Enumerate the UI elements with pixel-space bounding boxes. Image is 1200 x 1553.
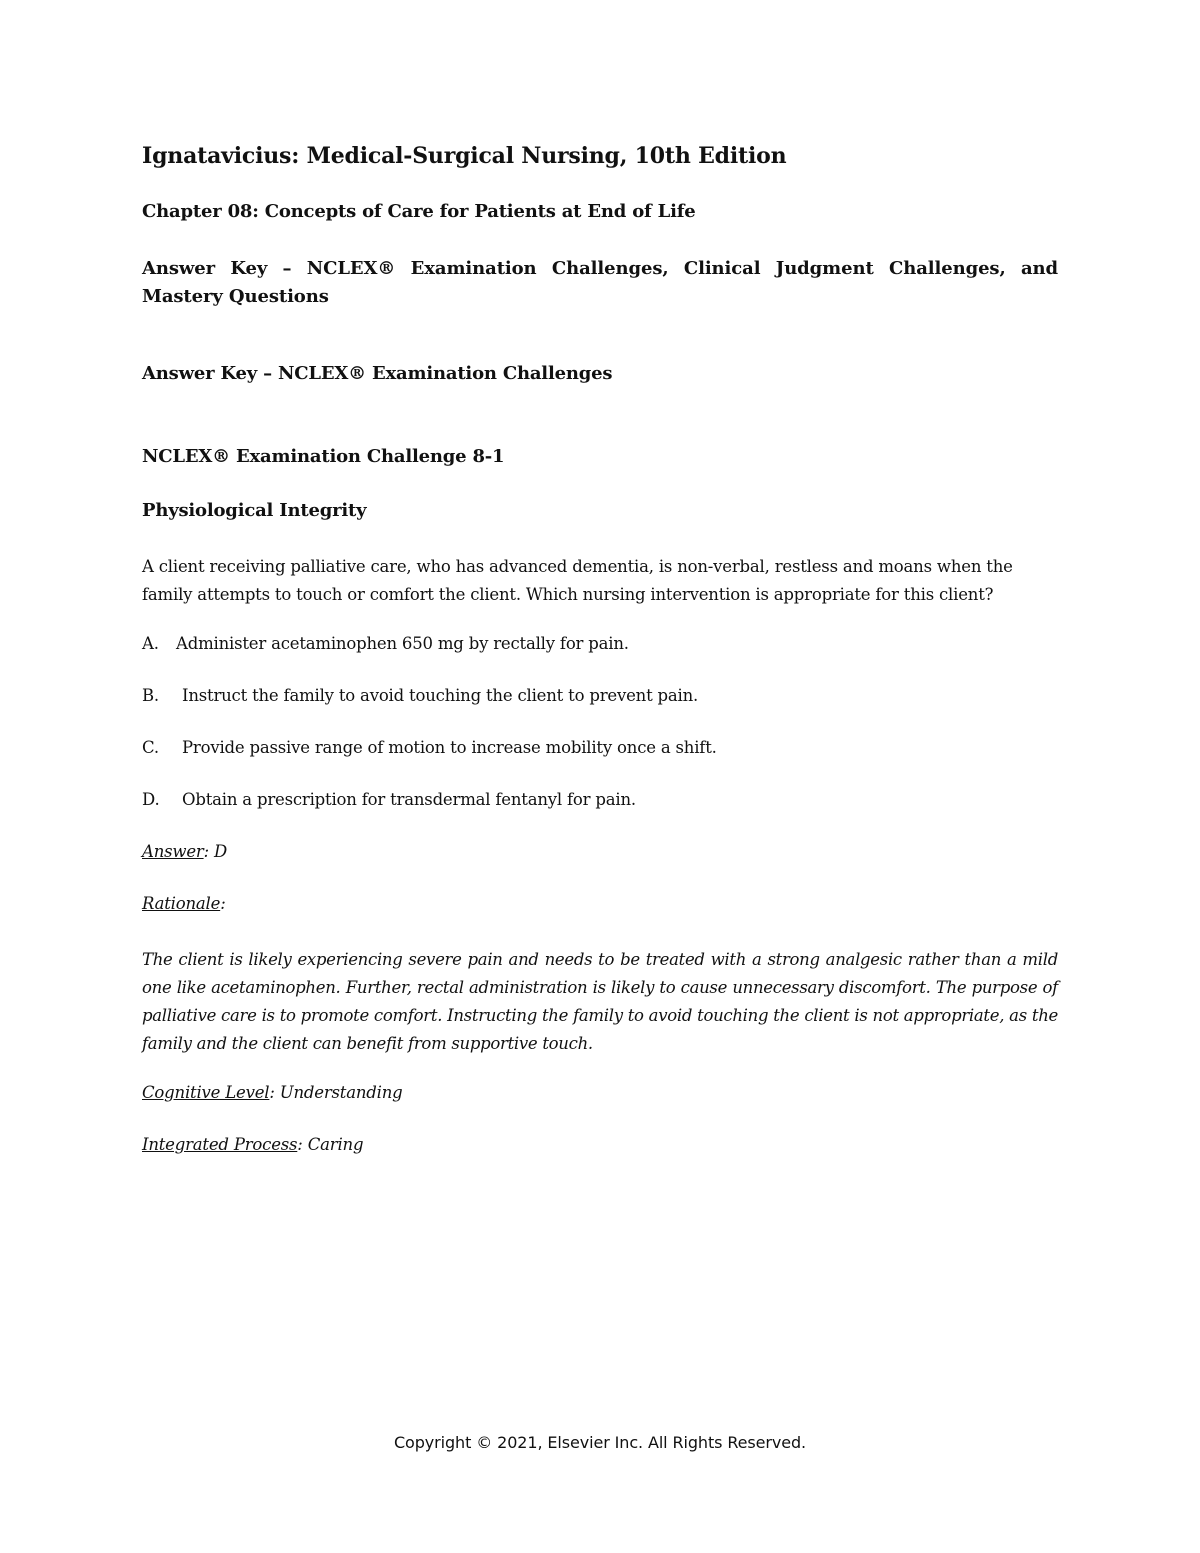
- section-heading: Answer Key – NCLEX® Examination Challenges: [142, 363, 613, 384]
- option-letter: D.: [142, 790, 160, 809]
- option-text: Obtain a prescription for transdermal fentanyl for pain.: [182, 790, 636, 809]
- integrated-process-label: Integrated Process: [142, 1135, 298, 1154]
- copyright-footer: Copyright © 2021, Elsevier Inc. All Rights Reserved.: [393, 1433, 807, 1452]
- option-text: Administer acetaminophen 650 mg by rectally for pain.: [176, 634, 629, 653]
- chapter-title: Chapter 08: Concepts of Care for Patients at End of Life: [142, 201, 696, 222]
- answer-label: Answer: [142, 842, 204, 861]
- rationale-line: [142, 894, 226, 913]
- integrated-process-value: : Caring: [297, 1135, 364, 1154]
- cognitive-level-label: Cognitive Level: [142, 1083, 270, 1102]
- category-heading: Physiological Integrity: [142, 500, 367, 521]
- option-c: [142, 738, 717, 757]
- cognitive-level-value: : Understanding: [269, 1083, 403, 1102]
- option-letter: C.: [142, 738, 159, 757]
- challenge-heading: NCLEX® Examination Challenge 8-1: [142, 446, 505, 467]
- option-letter: A.: [142, 634, 159, 653]
- option-text: Instruct the family to avoid touching the client to prevent pain.: [182, 686, 699, 705]
- option-d: [142, 790, 636, 809]
- option-letter: B.: [142, 686, 159, 705]
- document-page: [142, 0, 1058, 1553]
- cognitive-level-line: [142, 1083, 403, 1102]
- answer-value: : D: [203, 842, 228, 861]
- option-text: Provide passive range of motion to increase mobility once a shift.: [182, 738, 717, 757]
- integrated-process-line: [142, 1135, 363, 1154]
- option-b: [142, 686, 698, 705]
- rationale-label: Rationale: [142, 894, 221, 913]
- answer-key-heading: Answer Key – NCLEX® Examination Challenges, Clinical Judgment Challenges, and Mastery Questions: [142, 258, 1058, 307]
- question-text: A client receiving palliative care, who has advanced dementia, is non-verbal, restless and moans when the family attempts to touch or comfort the client. Which nursing intervention is appropriate for this client?: [142, 557, 1013, 604]
- answer-line: [142, 842, 227, 861]
- rationale-text: The client is likely experiencing severe pain and needs to be treated with a strong analgesic rather than a mild one like acetaminophen. Further, rectal administration is likely to cause unnecessary discomfort. The purpose of palliative care is to promote comfort. Instructing the family to avoid touching the client is not appropriate, as the family and the client can benefit from supportive touch.: [142, 950, 1058, 1053]
- option-a: [142, 634, 629, 653]
- rationale-colon: :: [220, 894, 226, 913]
- book-title: Ignatavicius: Medical-Surgical Nursing, 10th Edition: [142, 143, 787, 169]
